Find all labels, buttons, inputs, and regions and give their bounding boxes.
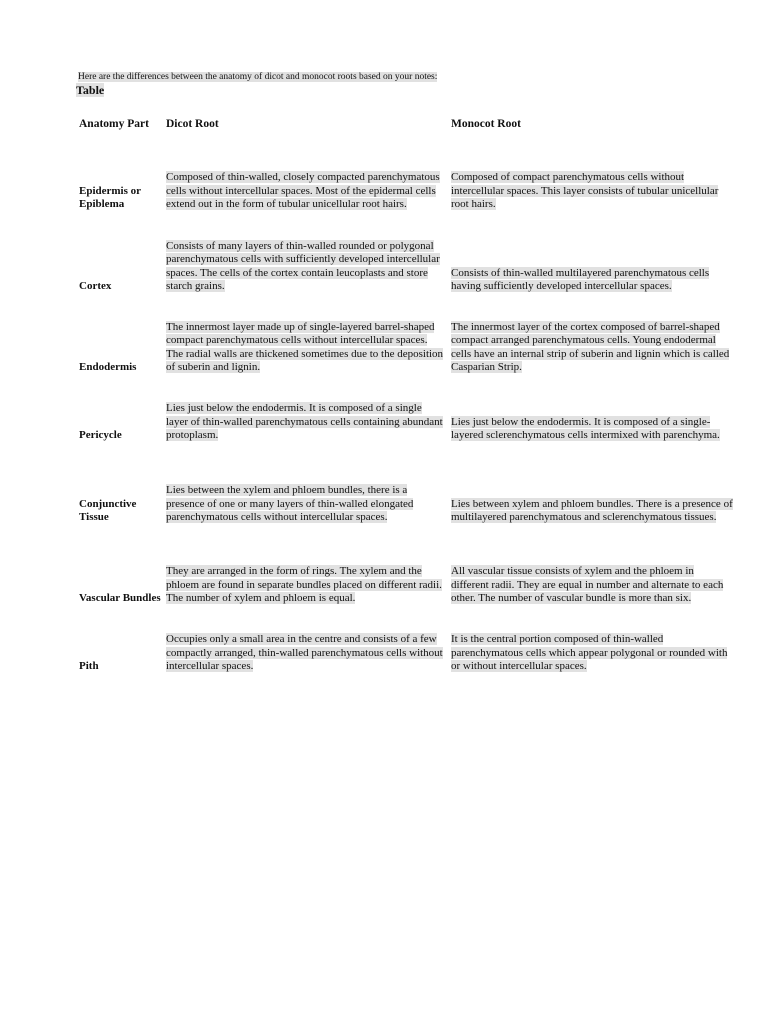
cell-dicot: They are arranged in the form of rings. The xylem and the phloem are found in separate bundles placed on different radii. The number of xylem and phloem is equal. [166, 565, 442, 605]
cell-monocot: All vascular tissue consists of xylem and the phloem in different radii. They are equal in number and alternate to each other. The number of vascular bundle is more than six. [451, 565, 724, 605]
cell-anatomy-part: Pericycle [79, 429, 122, 442]
cell-anatomy-part: Vascular Bundles [79, 592, 161, 605]
cell-dicot: Lies just below the endodermis. It is composed of a single layer of thin-walled parenchymatous cells containing abundant protoplasm. [166, 402, 443, 442]
cell-anatomy-part: Endodermis [79, 361, 137, 374]
intro-text: Here are the differences between the anatomy of dicot and monocot roots based on your notes: [78, 72, 438, 82]
cell-monocot: Lies between xylem and phloem bundles. There is a presence of multilayered parenchymatous and sclerenchymatous tissues. [451, 497, 733, 524]
cell-monocot: The innermost layer of the cortex composed of barrel-shaped compact arranged parenchymatous cells. Young endodermal cells have an internal strip of suberin and lignin which is called Casparian Strip. [451, 320, 730, 374]
cell-dicot: The innermost layer made up of single-layered barrel-shaped compact parenchymatous cells without intercellular spaces. The radial walls are thickened sometimes due to the deposition of suberin and lignin. [166, 320, 444, 374]
cell-monocot: Lies just below the endodermis. It is composed of a single-layered sclerenchymatous cells intermixed with parenchyma. [451, 415, 720, 442]
cell-dicot: Consists of many layers of thin-walled rounded or polygonal parenchymatous cells with sufficiently developed intercellular spaces. The cells of the cortex contain leucoplasts and store starch grains. [166, 239, 440, 293]
cell-dicot: Occupies only a small area in the centre and consists of a few compactly arranged, thin-walled parenchymatous cells without intercellular spaces. [166, 633, 443, 673]
cell-monocot: It is the central portion composed of thin-walled parenchymatous cells which appear polygonal or rounded with or without intercellular spaces. [451, 633, 728, 673]
table-caption: Table [76, 83, 105, 97]
cell-anatomy-part: Pith [79, 660, 99, 673]
header-monocot-root: Monocot Root [451, 118, 521, 130]
header-dicot-root: Dicot Root [166, 118, 219, 130]
cell-anatomy-part: Epidermis or Epiblema [79, 184, 141, 211]
cell-anatomy-part: Conjunctive Tissue [79, 497, 137, 524]
cell-dicot: Lies between the xylem and phloem bundles, there is a presence of one or many layers of thin-walled elongated parenchymatous cells without intercellular spaces. [166, 484, 414, 524]
cell-monocot: Consists of thin-walled multilayered parenchymatous cells having sufficiently developed intercellular spaces. [451, 266, 710, 293]
header-anatomy-part: Anatomy Part [79, 118, 149, 130]
cell-dicot: Composed of thin-walled, closely compacted parenchymatous cells without intercellular spaces. Most of the epidermal cells extend out in the form of tubular unicellular root hairs. [166, 171, 440, 211]
cell-anatomy-part: Cortex [79, 280, 112, 293]
cell-monocot: Composed of compact parenchymatous cells without intercellular spaces. This layer consists of tubular unicellular root hairs. [451, 171, 719, 211]
